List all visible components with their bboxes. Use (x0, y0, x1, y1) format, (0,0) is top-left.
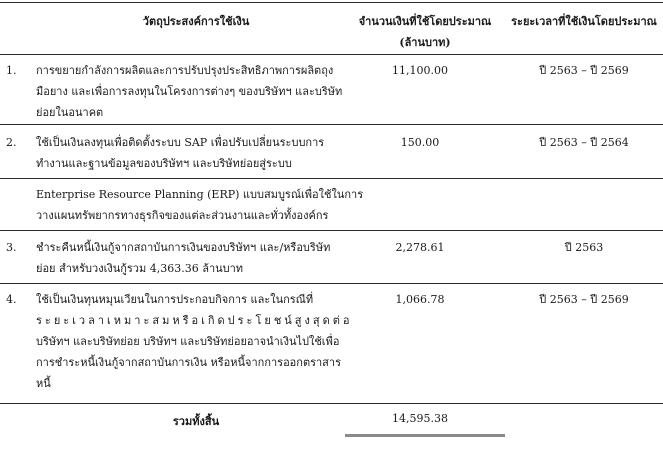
row-description (36, 237, 366, 279)
row-period: ปี 2563 – ปี 2564 (539, 136, 629, 149)
description-line: มือยาง และเพื่อการลงทุนในโครงการต่างๆ ของบริษัทฯ และบริษัท (36, 85, 343, 98)
row-rule (0, 403, 663, 404)
header-amount-line2: (ล้านบาท) (399, 36, 451, 49)
description-line: การชำระหนี้เงินกู้จากสถาบันการเงิน หรือหนี้จากการออกตราสาร (36, 356, 341, 369)
row-description (36, 132, 366, 174)
row-description (36, 60, 366, 123)
description-line: หนี้ (36, 377, 51, 390)
row-number: 4. (6, 293, 17, 306)
row-period: ปี 2563 – ปี 2569 (539, 293, 629, 306)
header-objective: วัตถุประสงค์การใช้เงิน (142, 15, 250, 28)
description-line: ย่อย สำหรับวงเงินกู้รวม 4,363.36 ล้านบาท (36, 262, 244, 275)
description-line: ใช้เป็นเงินลงทุนเพื่อติดตั้งระบบ SAP เพื่อปรับเปลี่ยนระบบการ (36, 136, 325, 149)
row-rule (0, 230, 663, 231)
row-period: ปี 2563 (564, 241, 604, 254)
row-description-continued (36, 184, 366, 226)
header-bottom-rule (0, 54, 663, 55)
row-amount: 150.00 (400, 136, 440, 149)
description-line: วางแผนทรัพยากรทางธุรกิจของแต่ละส่วนงานและทั่วทั้งองค์กร (36, 209, 329, 222)
row-description (36, 289, 366, 394)
row-number: 3. (6, 241, 17, 254)
description-line: ชำระคืนหนี้เงินกู้จากสถาบันการเงินของบริษัทฯ และ/หรือบริษัท (36, 241, 331, 254)
description-line: Enterprise Resource Planning (ERP) แบบสมบูรณ์เพื่อใช้ในการ (36, 188, 364, 201)
description-line: ระยะเวลาเหมาะสมหรือเกิดประโยชน์สูงสุดต่อ (36, 314, 353, 327)
row-period: ปี 2563 – ปี 2569 (539, 64, 629, 77)
row-number: 1. (6, 64, 17, 77)
header-period: ระยะเวลาที่ใช้เงินโดยประมาณ (511, 15, 657, 28)
description-line: บริษัทฯ และบริษัทย่อย บริษัทฯ และบริษัทย่อยอาจนำเงินไปใช้เพื่อ (36, 335, 340, 348)
description-line: ย่อยในอนาคต (36, 106, 104, 119)
row-amount: 2,278.61 (395, 241, 445, 254)
row-rule (0, 283, 663, 284)
description-line: ทำงานและฐานข้อมูลของบริษัทฯ และบริษัทย่อยสู่ระบบ (36, 157, 292, 170)
total-label: รวมทั้งสิ้น (172, 415, 220, 428)
total-amount: 14,595.38 (392, 412, 448, 425)
row-number: 2. (6, 136, 17, 149)
row-amount: 11,100.00 (392, 64, 448, 77)
row-rule (0, 178, 663, 179)
description-line: การขยายกำลังการผลิตและการปรับปรุงประสิทธิภาพการผลิตถุง (36, 64, 334, 77)
row-amount: 1,066.78 (395, 293, 445, 306)
row-rule (0, 124, 663, 125)
total-double-underline (345, 434, 505, 437)
header-top-rule (0, 2, 663, 3)
description-line: ใช้เป็นเงินทุนหมุนเวียนในการประกอบกิจการ และในกรณีที่ (36, 293, 314, 306)
header-amount-line1: จำนวนเงินที่ใช้โดยประมาณ (358, 15, 492, 28)
